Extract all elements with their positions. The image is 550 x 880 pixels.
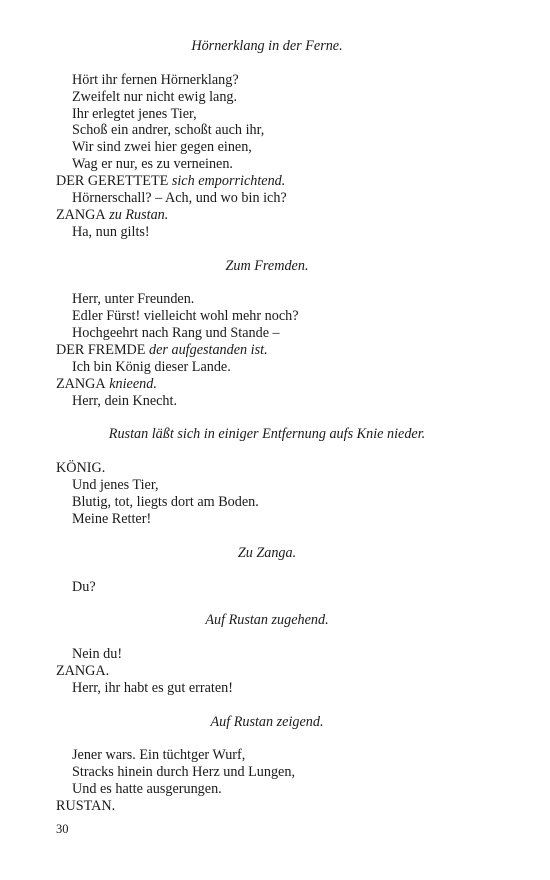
verse-line: Meine Retter!	[72, 510, 152, 527]
verse-line: Zweifelt nur nicht ewig lang.	[72, 88, 238, 105]
verse-line: Hochgeehrt nach Rang und Stande –	[72, 325, 280, 342]
speaker-name: KÖNIG.	[56, 460, 106, 477]
verse-line: Wir sind zwei hier gegen einen,	[72, 139, 252, 156]
blank-line	[56, 562, 478, 579]
speaker-direction: knieend.	[105, 375, 157, 392]
verse-line: Wag er nur, es zu verneinen.	[72, 156, 233, 173]
verse-line: Ihr erlegtet jenes Tier,	[72, 105, 197, 122]
speaker-direction: der aufgestanden ist.	[145, 342, 268, 359]
verse-line: Stracks hinein durch Herz und Lungen,	[72, 764, 295, 781]
speaker-name: RUSTAN.	[56, 798, 116, 815]
stage-direction: Auf Rustan zeigend.	[210, 713, 324, 730]
stage-direction: Zu Zanga.	[237, 544, 297, 561]
speaker-line	[56, 460, 478, 477]
blank-line	[56, 731, 478, 748]
verse-line: Schoß ein andrer, schoßt auch ihr,	[72, 122, 265, 139]
blank-line	[56, 410, 478, 427]
verse-line: Und es hatte ausgerungen.	[72, 781, 222, 798]
blank-line	[56, 528, 478, 545]
verse-line: Ha, nun gilts!	[72, 223, 150, 240]
stage-direction: Rustan läßt sich in einiger Entfernung aufs Knie nieder.	[108, 426, 426, 443]
speaker-line	[56, 376, 478, 393]
verse-line: Jener wars. Ein tüchtger Wurf,	[72, 747, 246, 764]
speaker-name: DER GERETTETE	[56, 173, 169, 190]
verse-line: Ich bin König dieser Lande.	[72, 358, 231, 375]
speaker-name: DER FREMDE	[56, 342, 146, 359]
verse-line: Herr, dein Knecht.	[72, 392, 178, 409]
blank-line	[56, 274, 478, 291]
blank-line	[56, 629, 478, 646]
speaker-name: ZANGA	[56, 375, 106, 392]
verse-line: Herr, unter Freunden.	[72, 291, 195, 308]
verse-line: Herr, ihr habt es gut erraten!	[72, 679, 233, 696]
verse-line: Nein du!	[72, 646, 123, 663]
blank-line	[56, 697, 478, 714]
verse-line: Blutig, tot, liegts dort am Boden.	[72, 494, 259, 511]
blank-line	[56, 443, 478, 460]
page-text	[56, 38, 478, 815]
speaker-line	[56, 207, 478, 224]
speaker-line	[56, 342, 478, 359]
speaker-name: ZANGA	[56, 206, 106, 223]
speaker-direction: zu Rustan.	[105, 206, 169, 223]
stage-direction: Auf Rustan zugehend.	[205, 612, 329, 629]
verse-line: Hörnerschall? – Ach, und wo bin ich?	[72, 190, 287, 207]
verse-line: Du?	[72, 578, 96, 595]
speaker-line	[56, 663, 478, 680]
verse-line: Edler Fürst! vielleicht wohl mehr noch?	[72, 308, 299, 325]
blank-line	[56, 55, 478, 72]
page-number: 30	[56, 822, 69, 836]
speaker-direction: sich emporrichtend.	[168, 173, 286, 190]
speaker-line	[56, 173, 478, 190]
speaker-name: ZANGA.	[56, 662, 110, 679]
blank-line	[56, 241, 478, 258]
stage-direction: Zum Fremden.	[225, 257, 309, 274]
blank-line	[56, 595, 478, 612]
verse-line: Hört ihr fernen Hörnerklang?	[72, 71, 239, 88]
verse-line: Und jenes Tier,	[72, 477, 159, 494]
speaker-line	[56, 798, 478, 815]
stage-direction: Hörnerklang in der Ferne.	[191, 38, 343, 54]
